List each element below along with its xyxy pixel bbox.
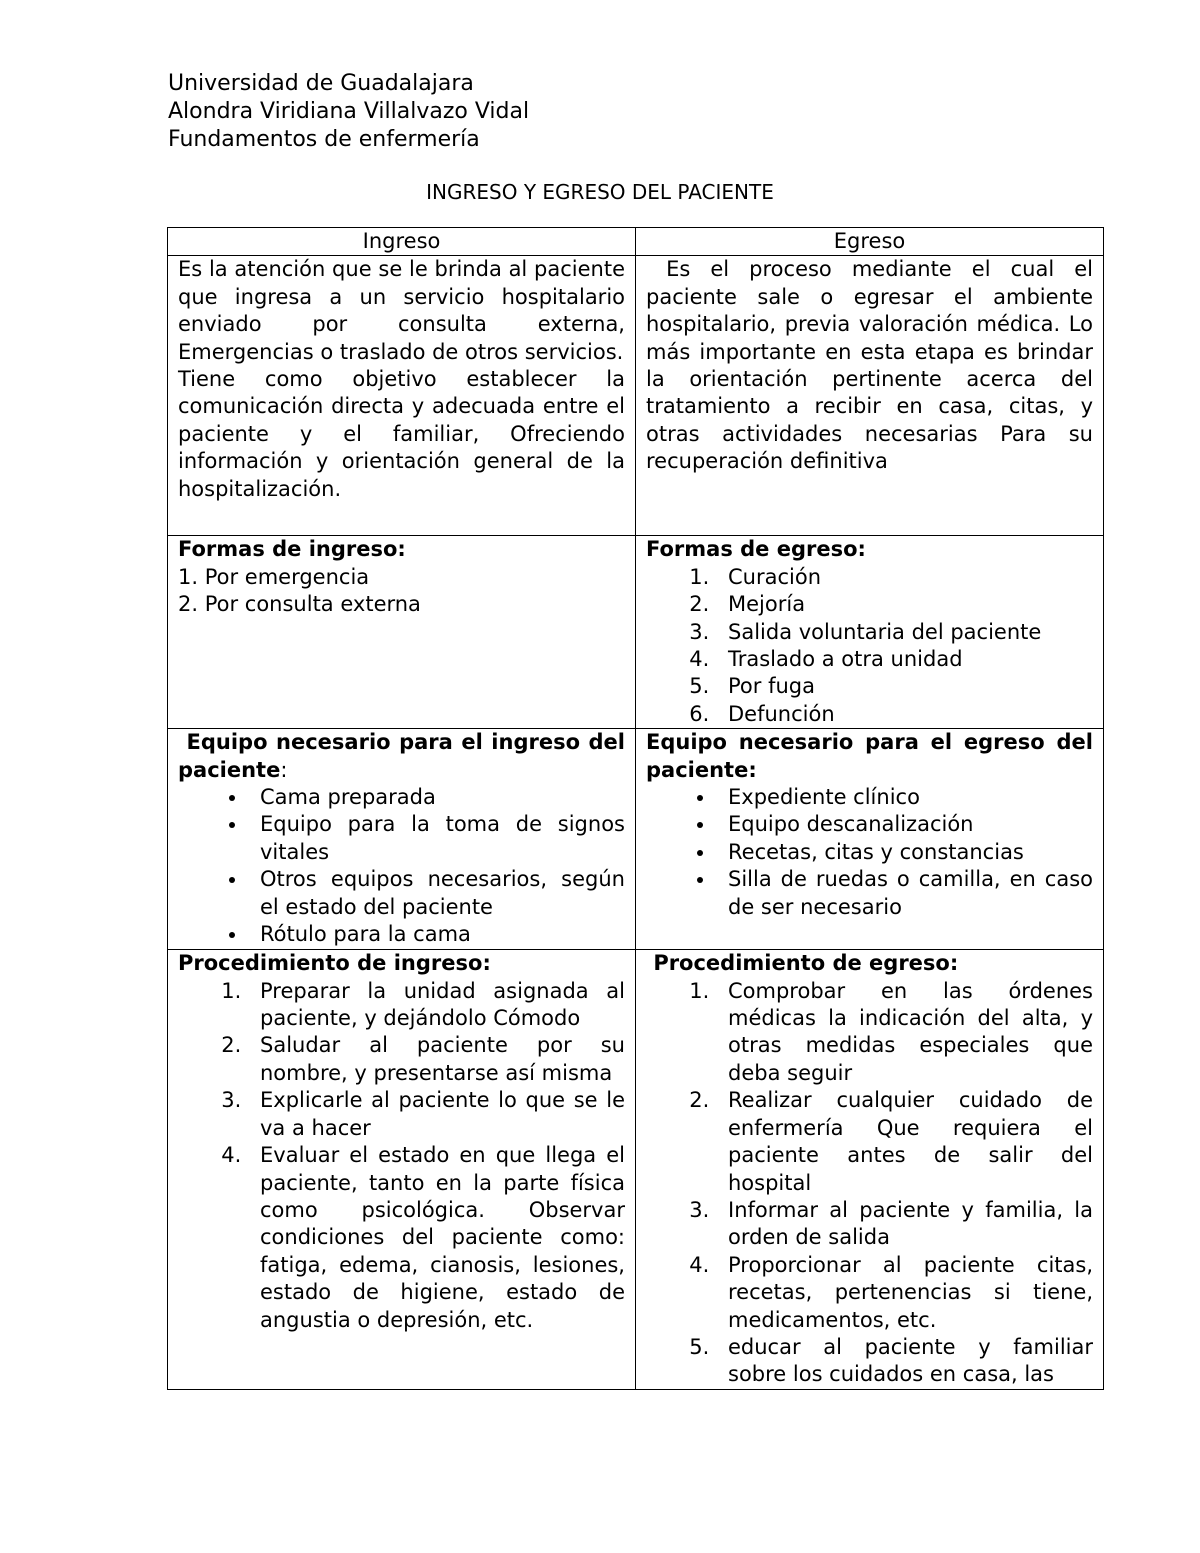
list-item: • Rótulo para la cama xyxy=(248,921,625,948)
cell-ingreso-definition xyxy=(168,256,636,536)
equipo-ingreso-heading-text: Equipo necesario para el ingreso del paciente xyxy=(178,730,633,782)
equipo-ingreso-colon: : xyxy=(280,757,288,782)
list-item: 4. Evaluar el estado en que llega el paciente, tanto en la parte física como psicológica. Observar condiciones del paciente como: fatiga, edema, cianosis, lesiones, estado de higiene, estado de angustia o depresión, etc. xyxy=(248,1142,625,1334)
list-item: • Equipo descanalización xyxy=(716,811,1093,838)
list-item: 1. Curación xyxy=(716,564,1093,591)
course-name: Fundamentos de enfermería xyxy=(168,127,480,152)
cell-formas-ingreso xyxy=(168,536,636,729)
student-name: Alondra Viridiana Villalvazo Vidal xyxy=(168,99,530,124)
list-item: 3. Salida voluntaria del paciente xyxy=(716,619,1093,646)
cell-procedimiento-ingreso xyxy=(168,950,636,1390)
table-row-forms xyxy=(168,536,1104,729)
formas-ingreso-item: 1. Por emergencia xyxy=(178,564,370,589)
list-item: 2. Saludar al paciente por su nombre, y presentarse así misma xyxy=(248,1032,625,1087)
column-header-egreso: Egreso xyxy=(636,228,1104,256)
formas-egreso-heading: Formas de egreso: xyxy=(646,537,866,562)
equipo-egreso-list xyxy=(646,784,1093,921)
table-header-row xyxy=(168,228,1104,256)
list-item: 1. Preparar la unidad asignada al paciente, y dejándolo Cómodo xyxy=(248,978,625,1033)
list-item: 2. Realizar cualquier cuidado de enfermería Que requiera el paciente antes de salir del hospital xyxy=(716,1087,1093,1197)
list-item: • Cama preparada xyxy=(248,784,625,811)
cell-equipo-egreso xyxy=(636,729,1104,950)
list-item: • Expediente clínico xyxy=(716,784,1093,811)
document-title: INGRESO Y EGRESO DEL PACIENTE xyxy=(426,180,774,204)
list-item: 3. Explicarle al paciente lo que se le va a hacer xyxy=(248,1087,625,1142)
ingreso-definition-p2: Tiene como objetivo establecer la comunicación directa y adecuada entre el paciente y el familiar, Ofreciendo información y orientación general de la hospitalización. xyxy=(178,367,625,501)
table-row-procedure xyxy=(168,950,1104,1390)
list-item: • Otros equipos necesarios, según el estado del paciente xyxy=(248,866,625,921)
cell-equipo-ingreso xyxy=(168,729,636,950)
egreso-definition: Es el proceso mediante el cual el paciente sale o egresar el ambiente hospitalario, previa valoración médica. Lo más importante en esta etapa es brindar la orientación pertinente acerca del tratamiento a recibir en casa, citas, y otras actividades necesarias Para su recuperación definitiva xyxy=(646,257,1100,474)
list-item: 5. educar al paciente y familiar sobre los cuidados en casa, las xyxy=(716,1334,1093,1389)
table-row-equipment xyxy=(168,729,1104,950)
list-item: 1. Comprobar en las órdenes médicas la indicación del alta, y otras medidas especiales que deba seguir xyxy=(716,978,1093,1088)
procedimiento-egreso-heading: Procedimiento de egreso: xyxy=(646,951,959,976)
list-item: • Silla de ruedas o camilla, en caso de ser necesario xyxy=(716,866,1093,921)
cell-procedimiento-egreso xyxy=(636,950,1104,1390)
comparison-table xyxy=(167,227,1104,1390)
list-item: 5. Por fuga xyxy=(716,673,1093,700)
list-item: • Recetas, citas y constancias xyxy=(716,839,1093,866)
column-header-ingreso: Ingreso xyxy=(168,228,636,256)
list-item: • Equipo para la toma de signos vitales xyxy=(248,811,625,866)
formas-egreso-list xyxy=(646,564,1093,728)
list-item: 3. Informar al paciente y familia, la orden de salida xyxy=(716,1197,1093,1252)
ingreso-definition-p1: Es la atención que se le brinda al paciente que ingresa a un servicio hospitalario enviado por consulta externa, Emergencias o traslado de otros servicios. xyxy=(178,257,625,364)
equipo-egreso-heading: Equipo necesario para el egreso del paciente: xyxy=(646,730,1093,782)
formas-ingreso-heading: Formas de ingreso: xyxy=(178,537,406,562)
university-name: Universidad de Guadalajara xyxy=(168,71,474,96)
list-item: 4. Traslado a otra unidad xyxy=(716,646,1093,673)
cell-formas-egreso xyxy=(636,536,1104,729)
equipo-ingreso-list xyxy=(178,784,625,948)
procedimiento-egreso-list xyxy=(646,978,1093,1389)
procedimiento-ingreso-heading: Procedimiento de ingreso: xyxy=(178,951,491,976)
equipo-ingreso-heading xyxy=(178,729,633,784)
table-row-definition xyxy=(168,256,1104,536)
procedimiento-ingreso-list xyxy=(178,978,625,1334)
cell-egreso-definition xyxy=(636,256,1104,536)
list-item: 6. Defunción xyxy=(716,701,1093,728)
list-item: 4. Proporcionar al paciente citas, recetas, pertenencias si tiene, medicamentos, etc. xyxy=(716,1252,1093,1334)
formas-ingreso-item: 2. Por consulta externa xyxy=(178,592,421,617)
document-header xyxy=(168,70,529,154)
list-item: 2. Mejoría xyxy=(716,591,1093,618)
